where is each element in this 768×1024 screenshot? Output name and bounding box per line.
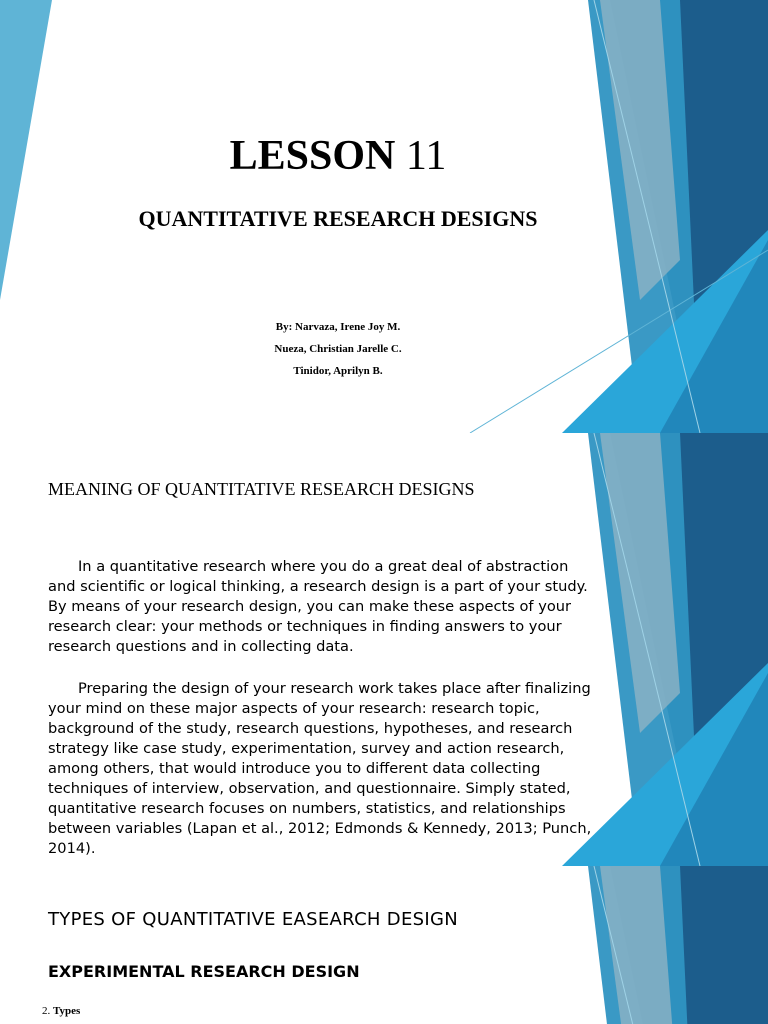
footer-number: 2. <box>42 1005 51 1017</box>
section-heading: TYPES OF QUANTITATIVE EASEARCH DESIGN <box>48 909 458 930</box>
paragraph-2 <box>48 679 593 859</box>
paragraph-2-text: Preparing the design of your research work takes place after finalizing your mind on these major aspects of your research: research topic, background of the study, research questions, hypotheses, and research strategy like case study, experimentation, survey and action research, among others, that would introduce you to different data collecting techniques of interview, observation, and questionnaire. Simply stated, quantitative research focuses on numbers, statistics, and relationships between variables (Lapan et al., 2012; Edmonds & Kennedy, 2013; Punch, 2014). <box>48 680 592 857</box>
paragraph-1 <box>48 557 593 657</box>
page-footer <box>42 1004 80 1018</box>
lesson-subtitle: QUANTITATIVE RESEARCH DESIGNS <box>138 206 538 231</box>
section-subheading: EXPERIMENTAL RESEARCH DESIGN <box>48 962 360 981</box>
author-line: Tinidor, Aprilyn B. <box>293 365 383 377</box>
section-heading: MEANING OF QUANTITATIVE RESEARCH DESIGNS <box>48 479 475 499</box>
lesson-title-number: 11 <box>405 133 447 179</box>
author-line: By: Narvaza, Irene Joy M. <box>275 321 401 333</box>
paragraph-1-text: In a quantitative research where you do a great deal of abstraction and scientific or logical thinking, a research design is a part of your study. By means of your research design, you can make these aspects of your research clear: your methods or techniques in finding answers to your research questions and in collecting data. <box>48 558 588 655</box>
author-line: Nueza, Christian Jarelle C. <box>274 343 402 355</box>
lesson-title <box>0 132 676 180</box>
slide-decoration <box>0 866 768 1024</box>
slide-title <box>0 0 768 433</box>
footer-label: Types <box>53 1005 81 1017</box>
slide-types <box>0 866 768 1024</box>
slide-meaning <box>0 433 768 866</box>
lesson-title-word: LESSON <box>229 133 396 179</box>
